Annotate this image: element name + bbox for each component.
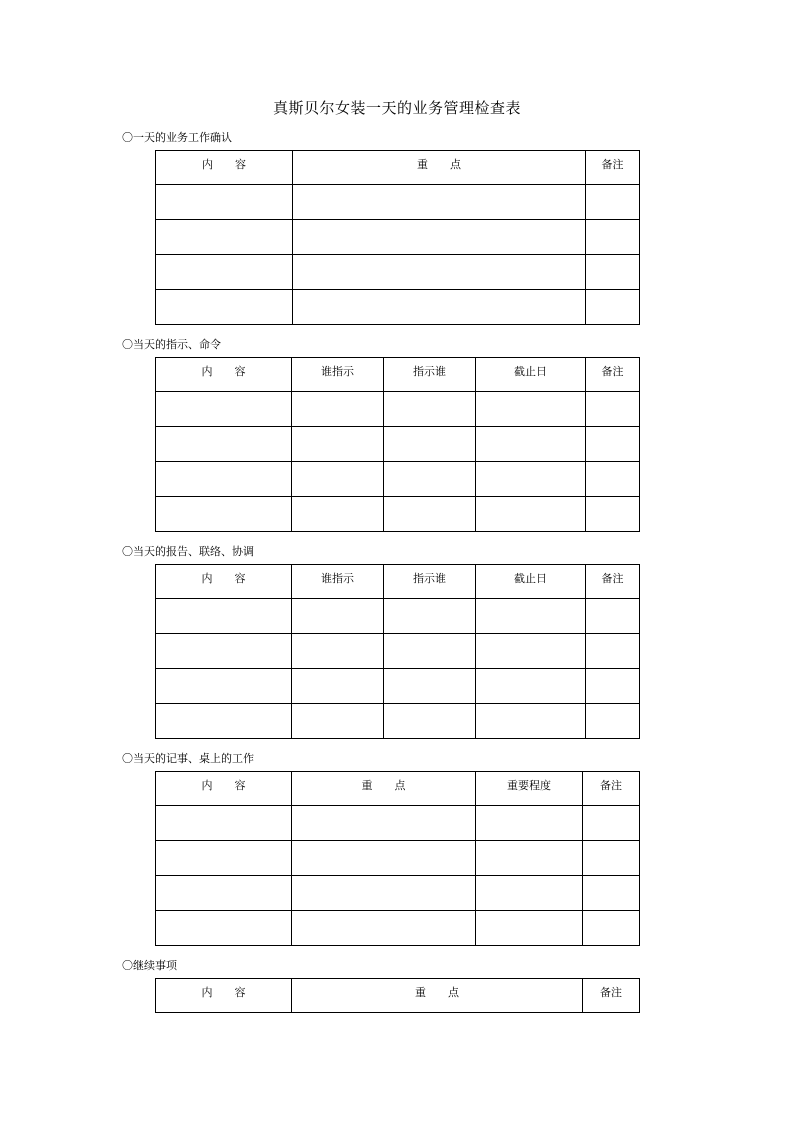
table-cell[interactable] (476, 841, 583, 876)
table-header-row (156, 358, 640, 392)
table-cell[interactable] (293, 185, 586, 220)
column-header: 备注 (586, 151, 640, 185)
table-cell[interactable] (583, 806, 640, 841)
table-cell[interactable] (476, 669, 586, 704)
table-row (156, 392, 640, 427)
desk-work-table (155, 771, 640, 946)
table-cell[interactable] (586, 599, 640, 634)
table-cell[interactable] (586, 704, 640, 739)
table-cell[interactable] (476, 634, 586, 669)
table-cell[interactable] (586, 669, 640, 704)
table-cell[interactable] (292, 634, 384, 669)
column-header: 谁指示 (292, 358, 384, 392)
column-header: 指示谁 (384, 565, 476, 599)
table-cell[interactable] (583, 841, 640, 876)
section-heading-daily-work: 〇一天的业务工作确认 (122, 131, 232, 144)
column-header: 截止日 (476, 565, 586, 599)
table-cell[interactable] (156, 290, 293, 325)
table-row (156, 462, 640, 497)
column-header: 内 容 (156, 151, 293, 185)
column-header: 内 容 (156, 358, 292, 392)
table-cell[interactable] (586, 290, 640, 325)
table-cell[interactable] (586, 392, 640, 427)
table-cell[interactable] (156, 255, 293, 290)
section-heading-reports: 〇当天的报告、联络、协调 (122, 545, 254, 558)
table-cell[interactable] (156, 806, 292, 841)
instructions-table (155, 357, 640, 532)
table-cell[interactable] (292, 427, 384, 462)
table-cell[interactable] (156, 220, 293, 255)
table-cell[interactable] (156, 911, 292, 946)
table-header-row (156, 151, 640, 185)
table-cell[interactable] (476, 427, 586, 462)
table-row (156, 497, 640, 532)
table-cell[interactable] (292, 911, 476, 946)
table-cell[interactable] (293, 290, 586, 325)
table-cell[interactable] (156, 392, 292, 427)
table-cell[interactable] (292, 599, 384, 634)
column-header: 截止日 (476, 358, 586, 392)
table-cell[interactable] (156, 185, 293, 220)
table-cell[interactable] (586, 255, 640, 290)
reports-table (155, 564, 640, 739)
table-cell[interactable] (586, 462, 640, 497)
table-row (156, 427, 640, 462)
table-cell[interactable] (292, 704, 384, 739)
section-heading-instructions: 〇当天的指示、命令 (122, 338, 221, 351)
table-cell[interactable] (293, 220, 586, 255)
table-cell[interactable] (476, 806, 583, 841)
column-header: 内 容 (156, 979, 292, 1013)
table-row (156, 841, 640, 876)
column-header: 备注 (586, 565, 640, 599)
table-cell[interactable] (293, 255, 586, 290)
table-cell[interactable] (292, 669, 384, 704)
daily-work-table (155, 150, 640, 325)
table-cell[interactable] (292, 806, 476, 841)
table-row (156, 220, 640, 255)
table-row (156, 634, 640, 669)
table-cell[interactable] (586, 497, 640, 532)
table-row (156, 255, 640, 290)
column-header: 重要程度 (476, 772, 583, 806)
table-cell[interactable] (292, 392, 384, 427)
table-row (156, 806, 640, 841)
column-header: 重 点 (293, 151, 586, 185)
column-header: 谁指示 (292, 565, 384, 599)
table-cell[interactable] (292, 462, 384, 497)
column-header: 备注 (583, 979, 640, 1013)
column-header: 备注 (583, 772, 640, 806)
table-row (156, 876, 640, 911)
column-header: 内 容 (156, 565, 292, 599)
table-row (156, 911, 640, 946)
table-cell[interactable] (156, 634, 292, 669)
section-heading-continuing-items: 〇继续事项 (122, 959, 177, 972)
table-cell[interactable] (156, 462, 292, 497)
table-cell[interactable] (476, 704, 586, 739)
table-cell[interactable] (384, 599, 476, 634)
table-cell[interactable] (384, 392, 476, 427)
table-cell[interactable] (156, 704, 292, 739)
table-cell[interactable] (292, 841, 476, 876)
table-cell[interactable] (156, 841, 292, 876)
column-header: 重 点 (292, 772, 476, 806)
column-header: 重 点 (292, 979, 583, 1013)
table-header-row (156, 772, 640, 806)
table-header-row (156, 979, 640, 1013)
table-cell[interactable] (156, 599, 292, 634)
table-cell[interactable] (156, 876, 292, 911)
table-cell[interactable] (384, 704, 476, 739)
table-cell[interactable] (586, 220, 640, 255)
table-cell[interactable] (156, 427, 292, 462)
table-cell[interactable] (384, 497, 476, 532)
table-cell[interactable] (476, 462, 586, 497)
table-cell[interactable] (156, 669, 292, 704)
page-title: 真斯贝尔女装一天的业务管理检查表 (272, 99, 521, 117)
table-cell[interactable] (476, 876, 583, 911)
section-heading-desk-work: 〇当天的记事、桌上的工作 (122, 752, 254, 765)
table-cell[interactable] (586, 634, 640, 669)
table-cell[interactable] (384, 669, 476, 704)
table-cell[interactable] (476, 599, 586, 634)
table-cell[interactable] (292, 497, 384, 532)
table-row (156, 290, 640, 325)
table-cell[interactable] (586, 185, 640, 220)
table-cell[interactable] (384, 462, 476, 497)
table-row (156, 185, 640, 220)
table-cell[interactable] (384, 427, 476, 462)
table-cell[interactable] (586, 427, 640, 462)
column-header: 备注 (586, 358, 640, 392)
table-cell[interactable] (476, 392, 586, 427)
table-cell[interactable] (583, 876, 640, 911)
column-header: 指示谁 (384, 358, 476, 392)
table-header-row (156, 565, 640, 599)
continuing-items-table (155, 978, 640, 1013)
table-cell[interactable] (156, 497, 292, 532)
table-cell[interactable] (476, 497, 586, 532)
table-row (156, 599, 640, 634)
table-row (156, 669, 640, 704)
column-header: 内 容 (156, 772, 292, 806)
table-row (156, 704, 640, 739)
table-cell[interactable] (384, 634, 476, 669)
table-cell[interactable] (292, 876, 476, 911)
table-cell[interactable] (476, 911, 583, 946)
table-cell[interactable] (583, 911, 640, 946)
